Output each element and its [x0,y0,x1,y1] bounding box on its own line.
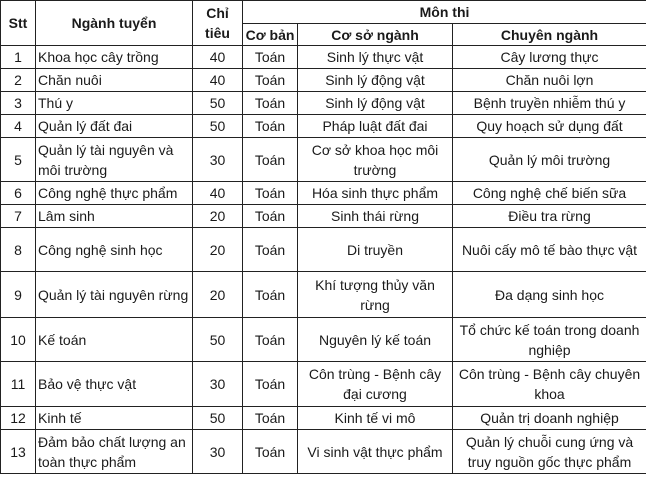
table-row [1,318,646,362]
cell-basic: Toán [243,92,298,115]
cell-stt: 1 [1,46,36,69]
cell-major: Quản lý đất đai [36,115,193,138]
header-quota: Chỉ tiêu [193,1,243,46]
cell-basic: Toán [243,430,298,474]
cell-quota: 50 [193,92,243,115]
cell-foundation: Sinh lý thực vật [298,46,453,69]
cell-basic: Toán [243,182,298,205]
table-row [1,430,646,474]
cell-foundation: Hóa sinh thực phẩm [298,182,453,205]
cell-basic: Toán [243,407,298,430]
table-row [1,46,646,69]
cell-quota: 50 [193,115,243,138]
header-major: Ngành tuyển [36,1,193,46]
table-row [1,205,646,228]
cell-foundation: Côn trùng - Bệnh cây đại cương [298,362,453,407]
cell-specialized: Quản lý chuỗi cung ứng và truy nguồn gốc thực phẩm [453,430,646,474]
cell-stt: 12 [1,407,36,430]
cell-foundation: Pháp luật đất đai [298,115,453,138]
cell-specialized: Cây lương thực [453,46,646,69]
cell-specialized: Đa dạng sinh học [453,272,646,318]
cell-basic: Toán [243,46,298,69]
cell-foundation: Di truyền [298,228,453,272]
cell-specialized: Quản lý môi trường [453,138,646,182]
cell-specialized: Quy hoạch sử dụng đất [453,115,646,138]
cell-stt: 13 [1,430,36,474]
cell-major: Thú y [36,92,193,115]
cell-specialized: Quản trị doanh nghiệp [453,407,646,430]
cell-basic: Toán [243,115,298,138]
cell-major: Công nghệ sinh học [36,228,193,272]
cell-quota: 30 [193,430,243,474]
cell-quota: 30 [193,362,243,407]
cell-basic: Toán [243,318,298,362]
cell-quota: 20 [193,205,243,228]
table-row [1,69,646,92]
cell-major: Kinh tế [36,407,193,430]
cell-quota: 50 [193,318,243,362]
cell-stt: 2 [1,69,36,92]
table-row [1,362,646,407]
header-stt: Stt [1,1,36,46]
table-row [1,138,646,182]
cell-basic: Toán [243,69,298,92]
cell-quota: 40 [193,69,243,92]
cell-major: Đảm bảo chất lượng an toàn thực phẩm [36,430,193,474]
cell-stt: 7 [1,205,36,228]
cell-stt: 8 [1,228,36,272]
header-basic: Cơ bản [243,24,298,46]
cell-foundation: Sinh lý động vật [298,69,453,92]
cell-foundation: Nguyên lý kế toán [298,318,453,362]
table-row [1,182,646,205]
cell-foundation: Khí tượng thủy văn rừng [298,272,453,318]
table-row [1,228,646,272]
cell-stt: 4 [1,115,36,138]
header-specialized: Chuyên ngành [453,24,646,46]
cell-foundation: Vi sinh vật thực phẩm [298,430,453,474]
cell-stt: 9 [1,272,36,318]
cell-basic: Toán [243,228,298,272]
table-header [1,1,646,46]
cell-major: Quản lý tài nguyên và môi trường [36,138,193,182]
header-foundation: Cơ sở ngành [298,24,453,46]
cell-quota: 20 [193,272,243,318]
table-body [1,46,646,474]
cell-major: Công nghệ thực phẩm [36,182,193,205]
cell-major: Kế toán [36,318,193,362]
cell-foundation: Sinh thái rừng [298,205,453,228]
cell-basic: Toán [243,138,298,182]
cell-major: Quản lý tài nguyên rừng [36,272,193,318]
cell-basic: Toán [243,272,298,318]
cell-stt: 5 [1,138,36,182]
cell-basic: Toán [243,205,298,228]
cell-foundation: Sinh lý động vật [298,92,453,115]
cell-quota: 40 [193,46,243,69]
header-subjects: Môn thi [243,1,646,24]
cell-basic: Toán [243,362,298,407]
cell-stt: 3 [1,92,36,115]
cell-specialized: Điều tra rừng [453,205,646,228]
cell-stt: 10 [1,318,36,362]
cell-stt: 11 [1,362,36,407]
cell-major: Bảo vệ thực vật [36,362,193,407]
table-row [1,92,646,115]
cell-quota: 40 [193,182,243,205]
cell-quota: 30 [193,138,243,182]
cell-major: Khoa học cây trồng [36,46,193,69]
table-row [1,115,646,138]
cell-foundation: Cơ sở khoa học môi trường [298,138,453,182]
cell-quota: 50 [193,407,243,430]
cell-specialized: Công nghệ chế biến sữa [453,182,646,205]
table-row [1,407,646,430]
cell-specialized: Nuôi cấy mô tế bào thực vật [453,228,646,272]
cell-specialized: Chăn nuôi lợn [453,69,646,92]
cell-specialized: Tổ chức kế toán trong doanh nghiệp [453,318,646,362]
table-row [1,272,646,318]
cell-major: Chăn nuôi [36,69,193,92]
cell-specialized: Bệnh truyền nhiễm thú y [453,92,646,115]
cell-specialized: Côn trùng - Bệnh cây chuyên khoa [453,362,646,407]
cell-quota: 20 [193,228,243,272]
cell-stt: 6 [1,182,36,205]
cell-foundation: Kinh tế vi mô [298,407,453,430]
cell-major: Lâm sinh [36,205,193,228]
